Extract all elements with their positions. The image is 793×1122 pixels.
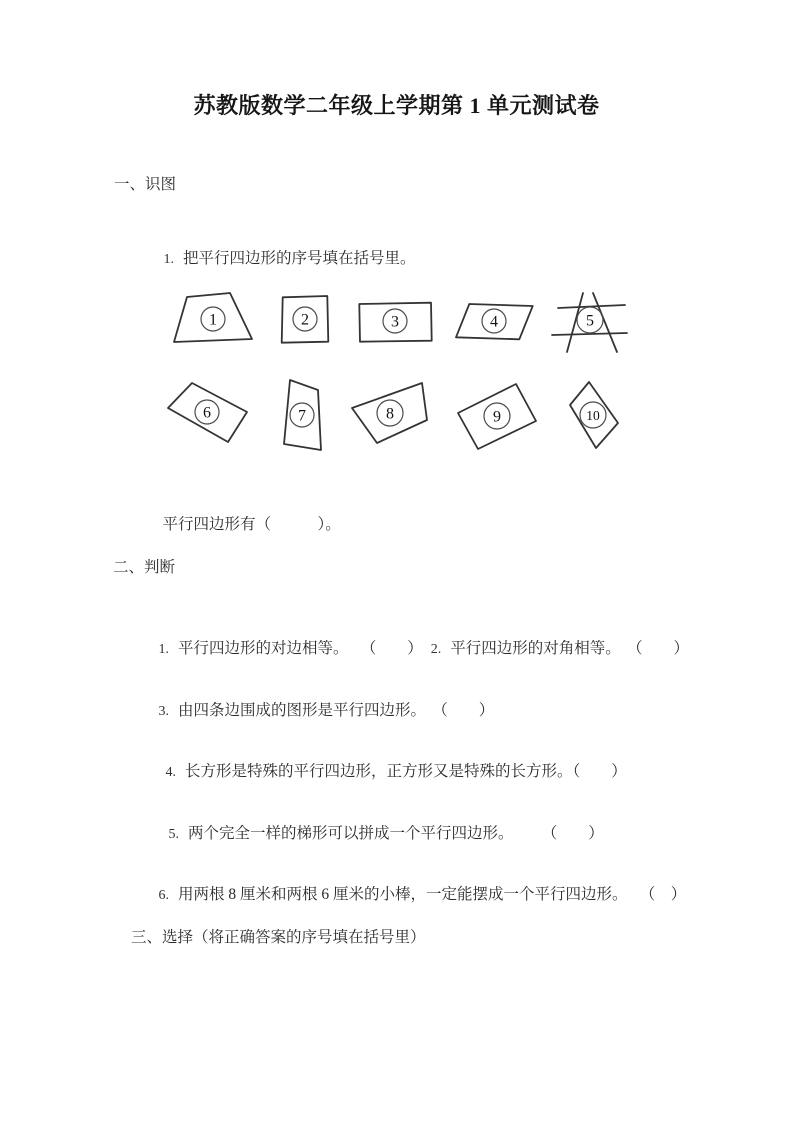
judgment-4-bracket: （ ） xyxy=(572,763,627,781)
judgment-1-text: 平行四边形的对边相等。 xyxy=(178,640,349,658)
judgment-2-bracket: （ ） xyxy=(634,640,690,658)
section1-heading: 一、识图 xyxy=(114,176,177,193)
shape-number-badges xyxy=(195,307,606,429)
judgment-5-number: 5. xyxy=(168,827,179,843)
judgment-6-number: 6. xyxy=(158,888,169,904)
judgment-line-6 xyxy=(143,866,686,924)
judgment-4-text: 长方形是特殊的平行四边形，正方形又是特殊的长方形。 xyxy=(185,763,573,781)
shape-2-number: 2 xyxy=(301,311,309,329)
question1-text: 把平行四边形的序号填在括号里。 xyxy=(183,250,416,268)
shape-9-number: 9 xyxy=(493,408,501,426)
answer-bracket: （ ）。 xyxy=(255,516,341,534)
judgment-3-bracket: （ ） xyxy=(440,702,495,720)
judgment-1-bracket: （ ） xyxy=(368,640,423,658)
judgment-6-text: 用两根 8 厘米和两根 6 厘米的小棒，一定能摆成一个平行四边形。 xyxy=(178,886,628,904)
shape-7-number: 7 xyxy=(298,407,306,425)
shape-1-number: 1 xyxy=(209,311,217,329)
judgment-line-3 xyxy=(143,682,494,740)
judgment-3-text: 由四条边围成的图形是平行四边形。 xyxy=(178,702,427,720)
section2-heading: 二、判断 xyxy=(113,559,176,576)
shape-6-number: 6 xyxy=(203,404,211,422)
shapes-figure xyxy=(150,285,650,465)
judgment-line-4 xyxy=(150,743,627,801)
page-title: 苏教版数学二年级上学期第 1 单元测试卷 xyxy=(193,93,600,118)
judgment-2-text: 平行四边形的对角相等。 xyxy=(450,640,621,658)
judgment-1-number: 1. xyxy=(158,642,169,658)
judgment-2-number: 2. xyxy=(430,642,442,658)
shape-4-number: 4 xyxy=(490,313,498,331)
answer-prefix: 平行四边形有 xyxy=(162,516,256,534)
shape-8-number: 8 xyxy=(386,405,394,423)
section3-heading: 三、选择（将正确答案的序号填在括号里） xyxy=(131,929,426,946)
judgment-5-bracket: （ ） xyxy=(549,825,604,843)
question1-number: 1. xyxy=(163,252,174,268)
shape-3-number: 3 xyxy=(391,313,399,331)
section1-answer-line xyxy=(147,496,341,554)
judgment-4-number: 4. xyxy=(165,765,176,781)
section1-question1 xyxy=(148,230,416,288)
judgment-6-bracket: （ ） xyxy=(647,886,687,904)
judgment-3-number: 3. xyxy=(158,704,169,720)
shape-10-number: 10 xyxy=(586,408,600,423)
judgment-5-text: 两个完全一样的梯形可以拼成一个平行四边形。 xyxy=(188,825,514,843)
judgment-line-5 xyxy=(153,805,604,863)
shape-5-number: 5 xyxy=(586,312,594,330)
judgment-line-1 xyxy=(143,620,689,678)
